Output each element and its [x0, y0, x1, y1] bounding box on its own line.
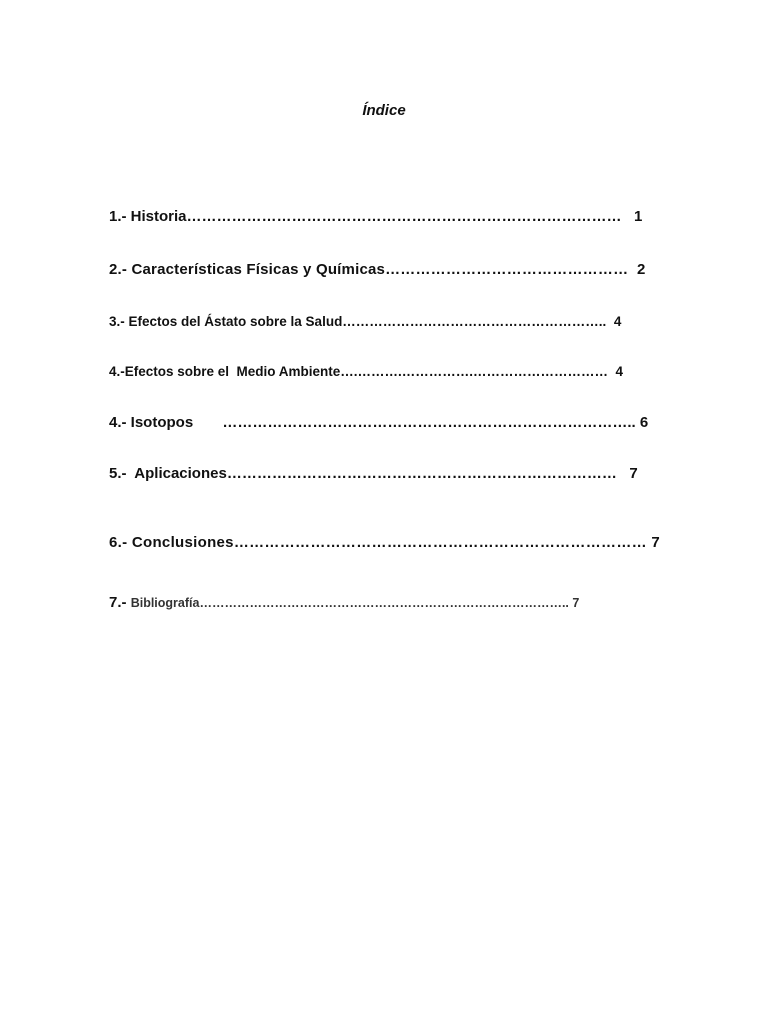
page-title: Índice — [362, 102, 406, 119]
toc-entry-leader: …………………………………………………………………………….. 7 — [199, 596, 580, 610]
toc-entry-caracteristicas: 2.- Características Físicas y Químicas………………………………………… 2 — [109, 261, 646, 278]
toc-entry-label: Bibliografía — [130, 596, 200, 610]
toc-entry-isotopos: 4.- Isotopos ……………………………………………………………………….. 6 — [109, 414, 649, 431]
toc-entry-historia: 1.- Historia…………………………………………………………………………… 1 — [109, 208, 643, 225]
toc-entry-bibliografia — [109, 594, 579, 611]
toc-entry-efectos-medio-ambiente: 4.-Efectos sobre el Medio Ambiente….……….…………….………………………… 4 — [109, 364, 624, 379]
toc-entry-aplicaciones: 5.- Aplicaciones…………………………………………………………………… 7 — [109, 465, 638, 482]
toc-entry-efectos-salud: 3.- Efectos del Ástato sobre la Salud………………………………………………….. 4 — [109, 314, 622, 329]
toc-entry-prefix: 7.- — [109, 594, 131, 611]
toc-entry-conclusiones: 6.- Conclusiones……………………………………………………………………… 7 — [109, 534, 661, 551]
